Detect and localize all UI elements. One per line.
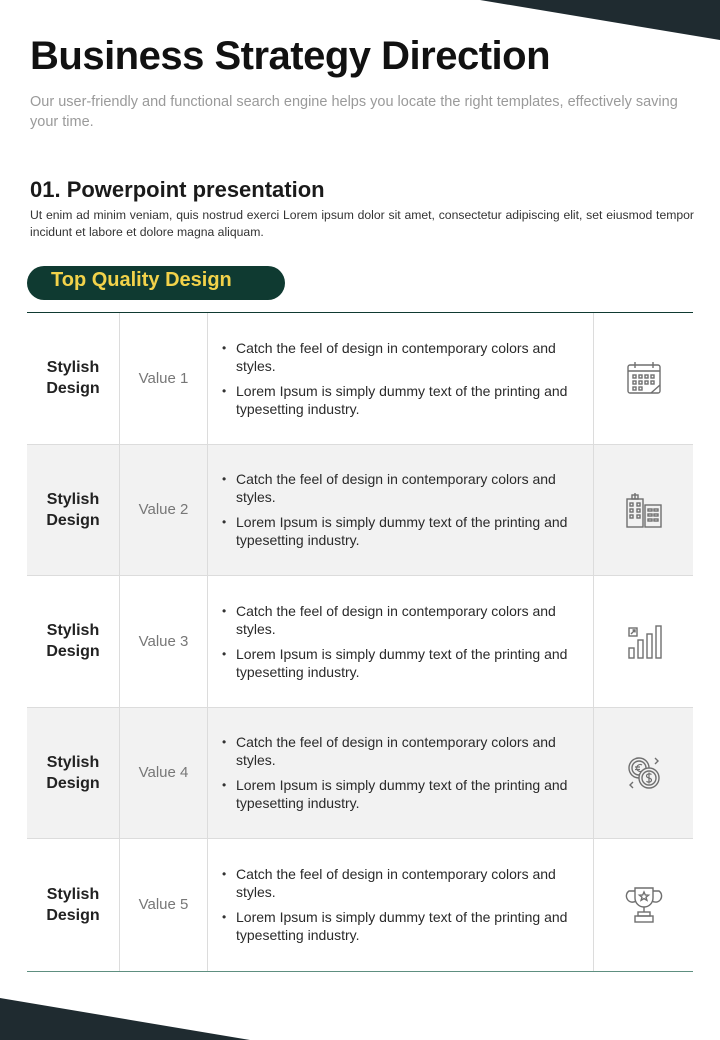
- row-value: Value 5: [120, 839, 208, 971]
- row-label: Stylish Design: [27, 313, 120, 444]
- row-description: [208, 708, 594, 839]
- bullet-item: • Lorem Ipsum is simply dummy text of the printing and typesetting industry.: [220, 513, 579, 549]
- quality-badge: Top Quality Design: [27, 266, 285, 300]
- section-description: Ut enim ad minim veniam, quis nostrud exerci Lorem ipsum dolor sit amet, consectetur adipiscing elit, set eiusmod tempor incidunt et labore et dolore magna aliquam.: [30, 208, 694, 239]
- table-row: [27, 445, 693, 577]
- row-label: Stylish Design: [27, 576, 120, 707]
- bullet-item: • Catch the feel of design in contemporary colors and styles.: [220, 470, 579, 506]
- bullet-item: • Catch the feel of design in contemporary colors and styles.: [220, 602, 579, 638]
- trophy-icon: [623, 884, 665, 926]
- row-value: Value 2: [120, 445, 208, 576]
- bullet-item: • Catch the feel of design in contemporary colors and styles.: [220, 865, 579, 901]
- bullet-item: • Lorem Ipsum is simply dummy text of the printing and typesetting industry.: [220, 382, 579, 418]
- row-description: [208, 576, 594, 707]
- bullet-item: • Catch the feel of design in contemporary colors and styles.: [220, 339, 579, 375]
- bar-chart-icon: [623, 620, 665, 662]
- table-row: [27, 313, 693, 445]
- buildings-icon: [623, 489, 665, 531]
- bullet-item: • Catch the feel of design in contemporary colors and styles.: [220, 733, 579, 769]
- corner-decoration-bottom: [0, 998, 250, 1040]
- row-value: Value 1: [120, 313, 208, 444]
- row-description: [208, 839, 594, 971]
- calendar-icon: [623, 357, 665, 399]
- section-heading: 01. Powerpoint presentation: [30, 177, 325, 202]
- feature-table: [27, 312, 693, 972]
- table-row: [27, 576, 693, 708]
- table-row: [27, 708, 693, 840]
- row-label: Stylish Design: [27, 445, 120, 576]
- bullet-item: • Lorem Ipsum is simply dummy text of the printing and typesetting industry.: [220, 776, 579, 812]
- row-value: Value 4: [120, 708, 208, 839]
- row-label: Stylish Design: [27, 708, 120, 839]
- row-value: Value 3: [120, 576, 208, 707]
- table-row: [27, 839, 693, 971]
- row-description: [208, 445, 594, 576]
- bullet-item: • Lorem Ipsum is simply dummy text of the printing and typesetting industry.: [220, 908, 579, 944]
- currency-exchange-icon: [623, 752, 665, 794]
- page-title: Business Strategy Direction: [30, 34, 550, 78]
- row-description: [208, 313, 594, 444]
- page-subtitle: Our user-friendly and functional search engine helps you locate the right templates, effectively saving your time.: [30, 94, 678, 130]
- bullet-item: • Lorem Ipsum is simply dummy text of the printing and typesetting industry.: [220, 645, 579, 681]
- row-label: Stylish Design: [27, 839, 120, 971]
